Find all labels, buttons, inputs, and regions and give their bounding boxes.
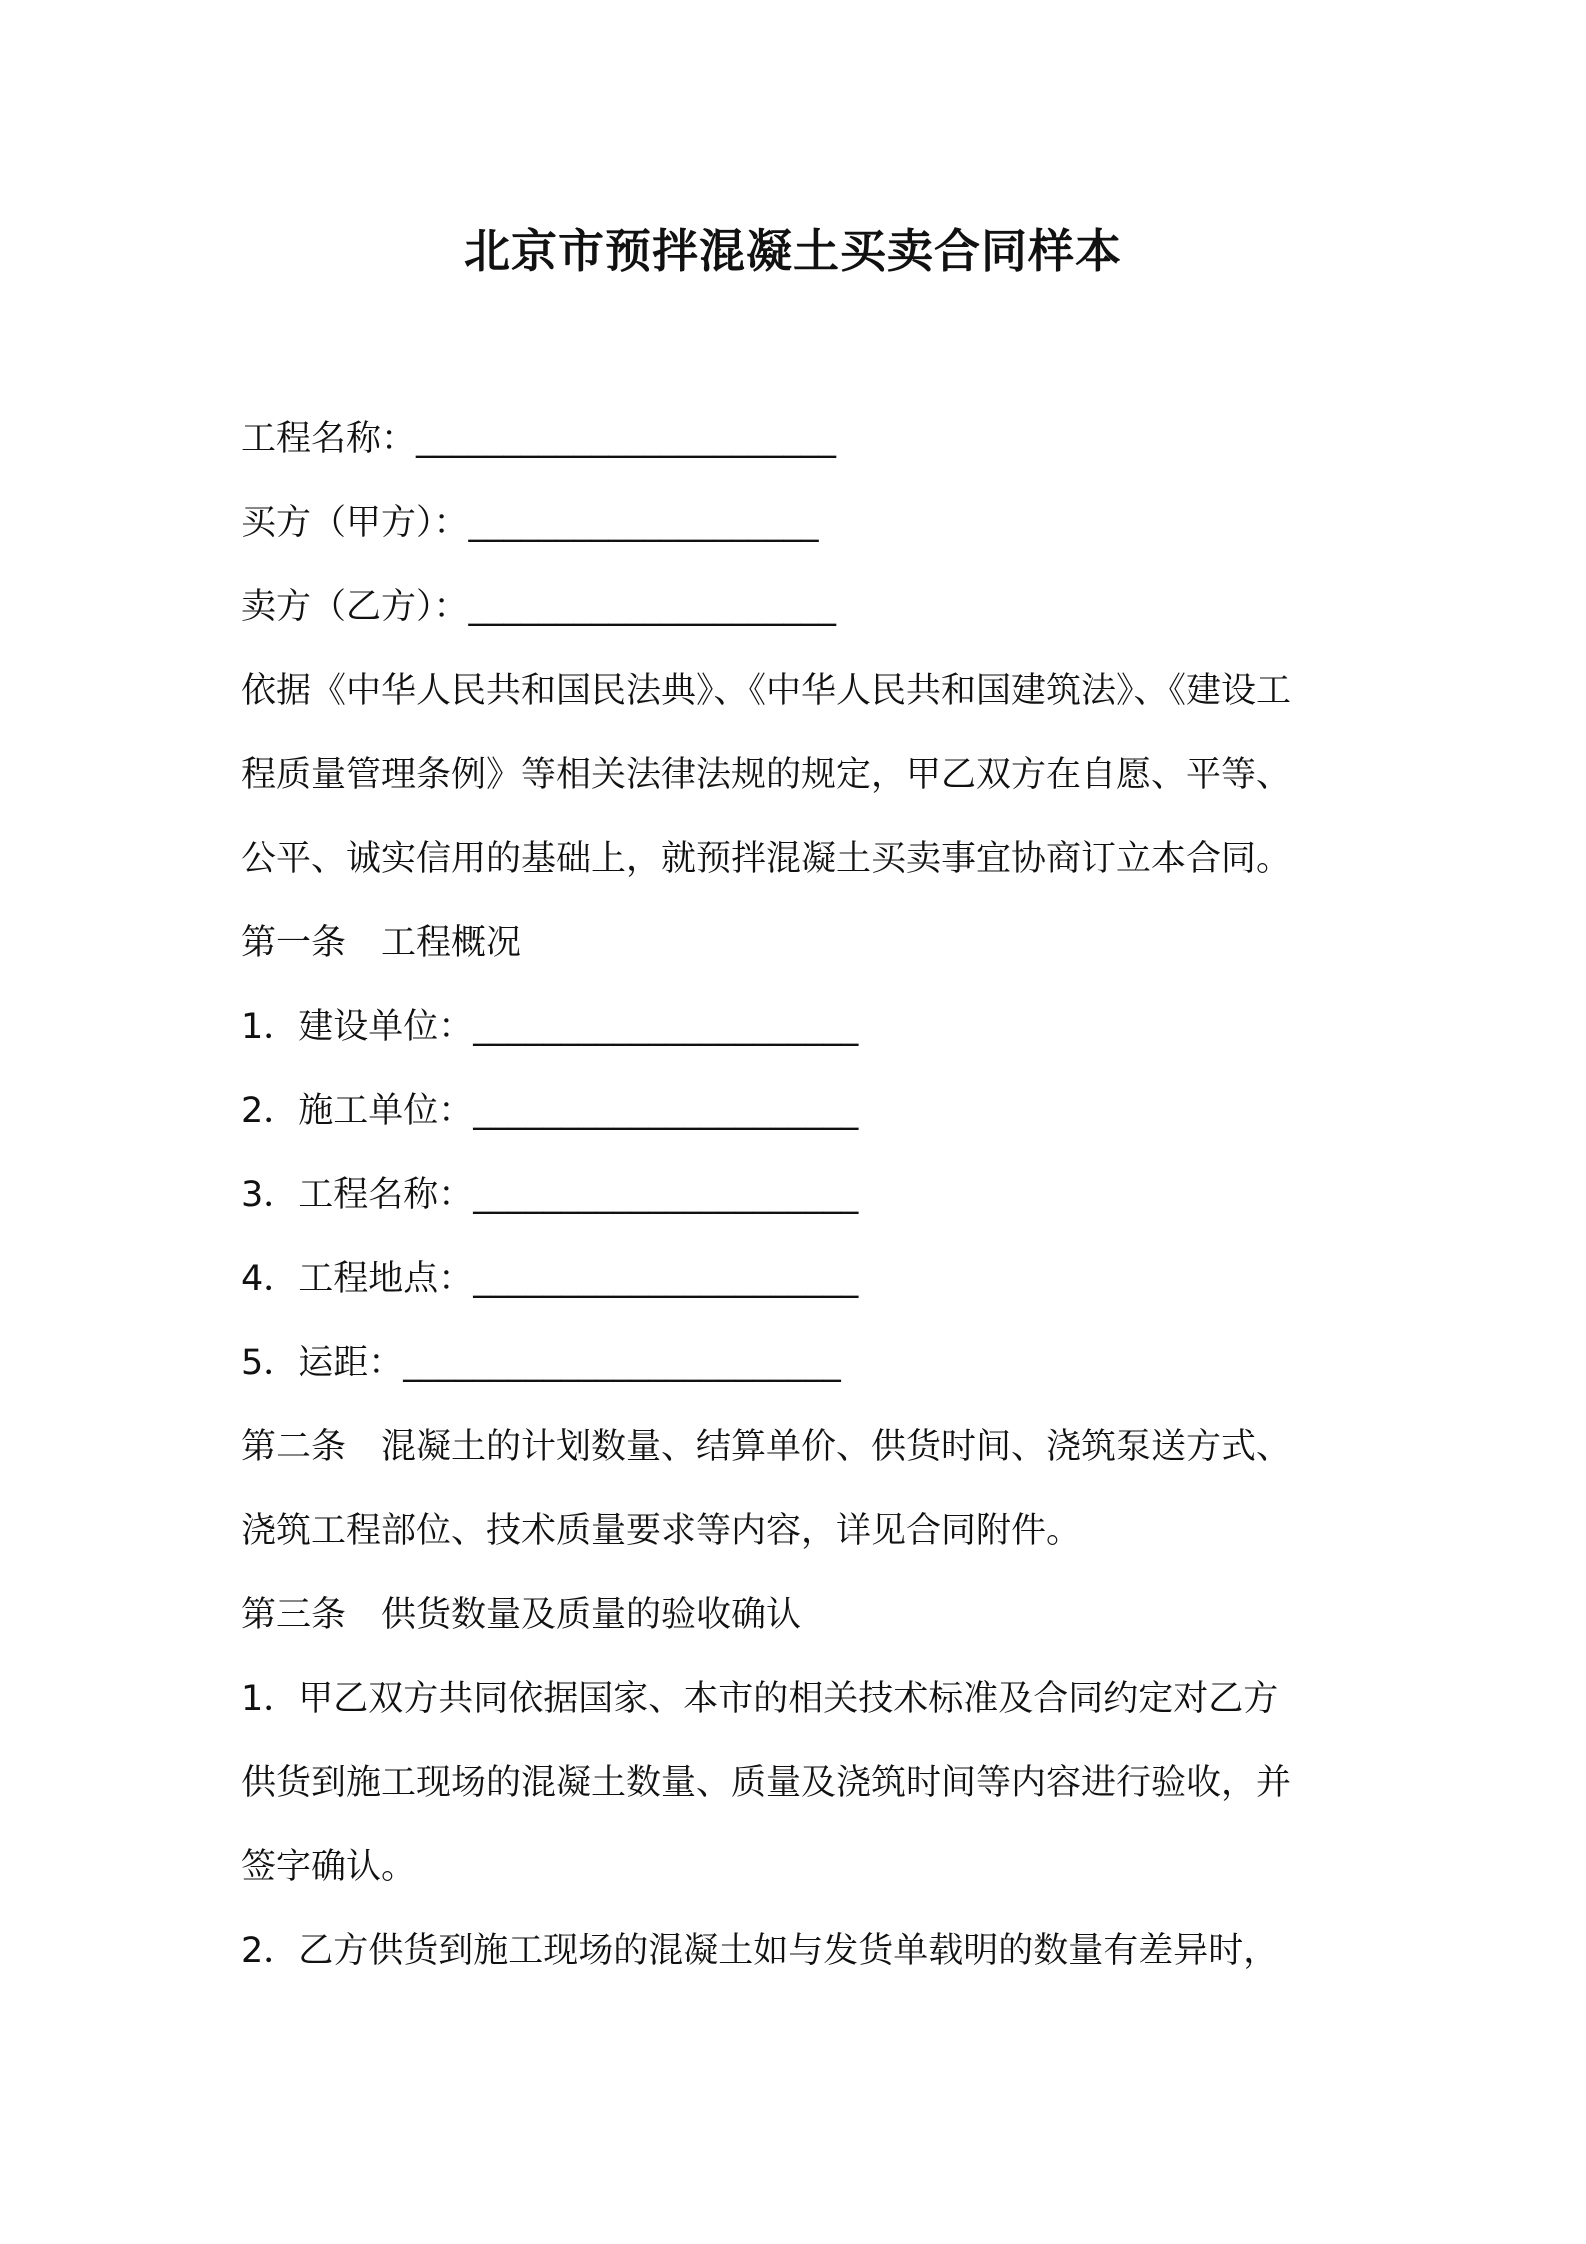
- article-1-heading: 第一条 工程概况: [241, 923, 522, 963]
- article-2-line-2: 浇筑工程部位、技术质量要求等内容，详见合同附件。: [241, 1511, 1082, 1551]
- seller-field: 卖方（乙方）：_____________________: [241, 587, 837, 627]
- article-3-heading: 第三条 供货数量及质量的验收确认: [241, 1595, 802, 1635]
- article-2-line-1: 第二条 混凝土的计划数量、结算单价、供货时间、浇筑泵送方式、: [241, 1427, 1292, 1467]
- project-location-field: 4．工程地点：______________________: [241, 1259, 859, 1299]
- builder-unit-field: 2．施工单位：______________________: [241, 1091, 859, 1131]
- transport-distance-field: 5．运距：_________________________: [241, 1343, 841, 1383]
- article-3-clause-1-line-3: 签字确认。: [241, 1847, 417, 1887]
- preamble-line-1: 依据《中华人民共和国民法典》、《中华人民共和国建筑法》、《建设工: [241, 671, 1292, 711]
- construction-unit-field: 1．建设单位：______________________: [241, 1007, 859, 1047]
- buyer-field: 买方（甲方）：____________________: [241, 503, 819, 543]
- preamble-line-2: 程质量管理条例》等相关法律法规的规定，甲乙双方在自愿、平等、: [241, 755, 1292, 795]
- article-3-clause-1-line-1: 1．甲乙双方共同依据国家、本市的相关技术标准及合同约定对乙方: [241, 1679, 1279, 1719]
- project-name-field: 工程名称：________________________: [241, 419, 837, 459]
- preamble-line-3: 公平、诚实信用的基础上，就预拌混凝土买卖事宜协商订立本合同。: [241, 839, 1292, 879]
- article-3-clause-1-line-2: 供货到施工现场的混凝土数量、质量及浇筑时间等内容进行验收，并: [241, 1763, 1292, 1803]
- document-title: 北京市预拌混凝土买卖合同样本: [464, 224, 1122, 278]
- project-name-item-field: 3．工程名称：______________________: [241, 1175, 859, 1215]
- article-3-clause-2-line-1: 2．乙方供货到施工现场的混凝土如与发货单载明的数量有差异时，: [241, 1931, 1279, 1971]
